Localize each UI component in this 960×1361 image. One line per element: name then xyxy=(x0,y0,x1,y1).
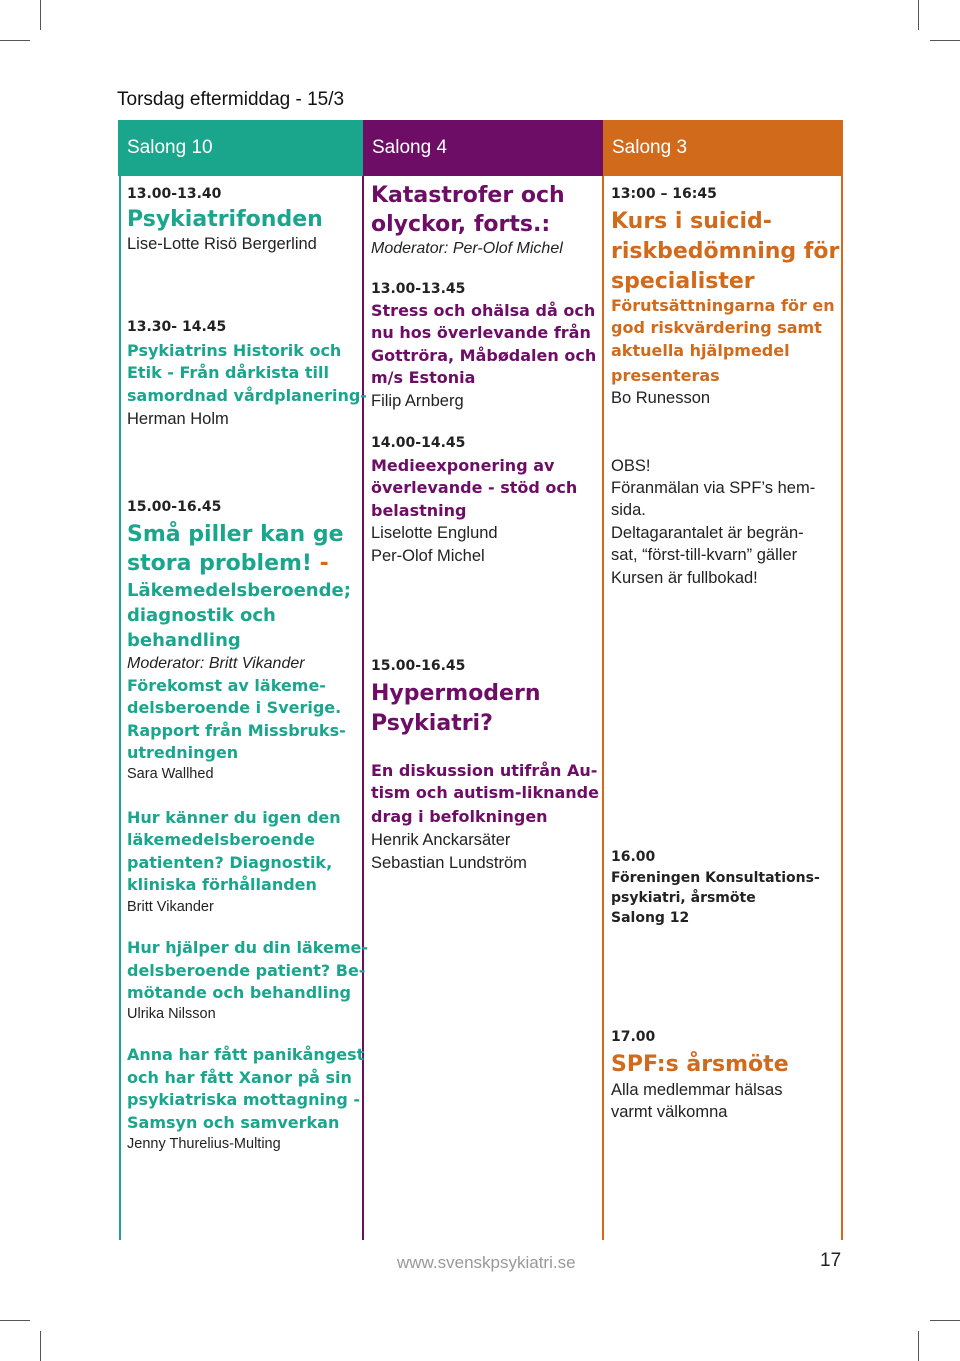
talk-title: Hur hjälper du din läkeme- xyxy=(127,938,368,957)
session-title: Katastrofer och xyxy=(371,183,565,208)
crop-mark xyxy=(918,1331,919,1361)
crop-mark xyxy=(40,0,41,30)
talk-title: nu hos överlevande från xyxy=(371,323,591,342)
talk-title: m/s Estonia xyxy=(371,368,476,387)
session-room: Salong 12 xyxy=(611,910,690,926)
session-title: Psykiatri? xyxy=(371,711,493,736)
talk-title: drag i befolkningen xyxy=(371,807,548,826)
talk-person: Jenny Thurelius-Multing xyxy=(127,1136,281,1152)
talk-title: överlevande - stöd och xyxy=(371,478,578,497)
session-title: Psykiatrins Historik och xyxy=(127,341,342,360)
talk-title: mötande och behandling xyxy=(127,983,351,1002)
session-text: Alla medlemmar hälsas xyxy=(611,1081,783,1099)
column-rule xyxy=(602,176,604,1240)
talk-person: Ulrika Nilsson xyxy=(127,1006,216,1022)
session-title: Hypermodern xyxy=(371,681,541,706)
page-title: Torsdag eftermiddag - 15/3 xyxy=(117,89,345,110)
session-person: Bo Runesson xyxy=(611,389,711,407)
talk-title: läkemedelsberoende xyxy=(127,830,315,849)
session-title: Etik - Från dårkista till xyxy=(127,363,329,382)
talk-title: belastning xyxy=(371,501,467,520)
session-title: Små piller kan ge xyxy=(127,522,344,547)
session-title: samordnad vårdplanering- xyxy=(127,386,367,405)
session-text: varmt välkomna xyxy=(611,1103,728,1121)
header-salong-3: Salong 3 xyxy=(603,120,843,176)
talk-title: En diskussion utifrån Au- xyxy=(371,761,598,780)
talk-person: Sara Wallhed xyxy=(127,766,214,782)
talk-title: och har fått Xanor på sin xyxy=(127,1068,352,1087)
session-time: 17.00 xyxy=(611,1029,656,1045)
crop-mark xyxy=(918,0,919,30)
talk-title: Samsyn och samverkan xyxy=(127,1113,340,1132)
session-title: Kurs i suicid- xyxy=(611,209,772,234)
notice-text: OBS! xyxy=(611,457,651,475)
notice-text: Deltagarantalet är begrän- xyxy=(611,524,804,542)
session-title: SPF:s årsmöte xyxy=(611,1052,789,1077)
crop-mark xyxy=(0,40,30,41)
session-time: 13.30- 14.45 xyxy=(127,319,227,335)
header-salong-10: Salong 10 xyxy=(118,120,364,176)
footer-url: www.svenskpsykiatri.se xyxy=(397,1253,576,1272)
moderator: Moderator: Per-Olof Michel xyxy=(371,240,563,257)
talk-title: tism och autism-liknande xyxy=(371,783,599,802)
session-title: riskbedömning för xyxy=(611,239,840,264)
crop-mark xyxy=(0,1320,30,1321)
session-title: stora problem! - xyxy=(127,551,329,576)
talk-title: Medieexponering av xyxy=(371,456,555,475)
notice-text: sida. xyxy=(611,501,646,519)
talk-title: kliniska förhållanden xyxy=(127,875,317,894)
talk-title: delsberoende patient? Be- xyxy=(127,961,366,980)
talk-person: Per-Olof Michel xyxy=(371,547,485,565)
session-time: 13:00 – 16:45 xyxy=(611,186,717,202)
column-rule xyxy=(841,176,843,1240)
talk-title: utredningen xyxy=(127,743,239,762)
talk-person: Filip Arnberg xyxy=(371,392,464,410)
notice-text: Kursen är fullbokad! xyxy=(611,569,758,587)
session-title: psykiatri, årsmöte xyxy=(611,890,756,906)
page-number: 17 xyxy=(820,1250,842,1271)
session-title: specialister xyxy=(611,269,755,294)
moderator: Moderator: Britt Vikander xyxy=(127,655,305,672)
notice-text: sat, “först-till-kvarn” gäller xyxy=(611,546,798,564)
column-rule xyxy=(362,176,364,1240)
talk-title: Hur känner du igen den xyxy=(127,808,341,827)
session-subtitle: god riskvärdering samt xyxy=(611,318,822,337)
session-subtitle: diagnostik och xyxy=(127,605,276,626)
session-subtitle: presenteras xyxy=(611,366,720,385)
talk-title: Stress och ohälsa då och xyxy=(371,301,596,320)
talk-title: patienten? Diagnostik, xyxy=(127,853,333,872)
talk-person: Liselotte Englund xyxy=(371,524,498,542)
crop-mark xyxy=(930,1320,960,1321)
session-time: 16.00 xyxy=(611,849,656,865)
header-salong-4: Salong 4 xyxy=(363,120,604,176)
session-time: 15.00-16.45 xyxy=(371,658,466,674)
talk-title: delsberoende i Sverige. xyxy=(127,698,342,717)
column-rule xyxy=(119,176,121,1240)
session-title: olyckor, forts.: xyxy=(371,212,551,237)
session-subtitle: aktuella hjälpmedel xyxy=(611,341,790,360)
session-subtitle: Förutsättningarna för en xyxy=(611,296,835,315)
talk-title: Gottröra, Måbødalen och xyxy=(371,346,597,365)
session-time: 13.00-13.45 xyxy=(371,281,466,297)
talk-title: Förekomst av läkeme- xyxy=(127,676,326,695)
session-person: Lise-Lotte Risö Bergerlind xyxy=(127,235,317,253)
crop-mark xyxy=(930,40,960,41)
talk-title: psykiatriska mottagning - xyxy=(127,1090,361,1109)
session-person: Herman Holm xyxy=(127,410,229,428)
session-title: Föreningen Konsultations- xyxy=(611,870,820,886)
notice-text: Föranmälan via SPF’s hem- xyxy=(611,479,816,497)
talk-person: Britt Vikander xyxy=(127,899,214,915)
session-time: 14.00-14.45 xyxy=(371,435,466,451)
talk-person: Henrik Anckarsäter xyxy=(371,831,511,849)
talk-title: Rapport från Missbruks- xyxy=(127,721,346,740)
crop-mark xyxy=(40,1331,41,1361)
session-title: Psykiatrifonden xyxy=(127,207,323,232)
talk-person: Sebastian Lundström xyxy=(371,854,527,872)
session-subtitle: behandling xyxy=(127,630,241,651)
session-subtitle: Läkemedelsberoende; xyxy=(127,580,351,601)
talk-title: Anna har fått panikångest xyxy=(127,1045,365,1064)
session-time: 15.00-16.45 xyxy=(127,499,222,515)
session-time: 13.00-13.40 xyxy=(127,186,222,202)
